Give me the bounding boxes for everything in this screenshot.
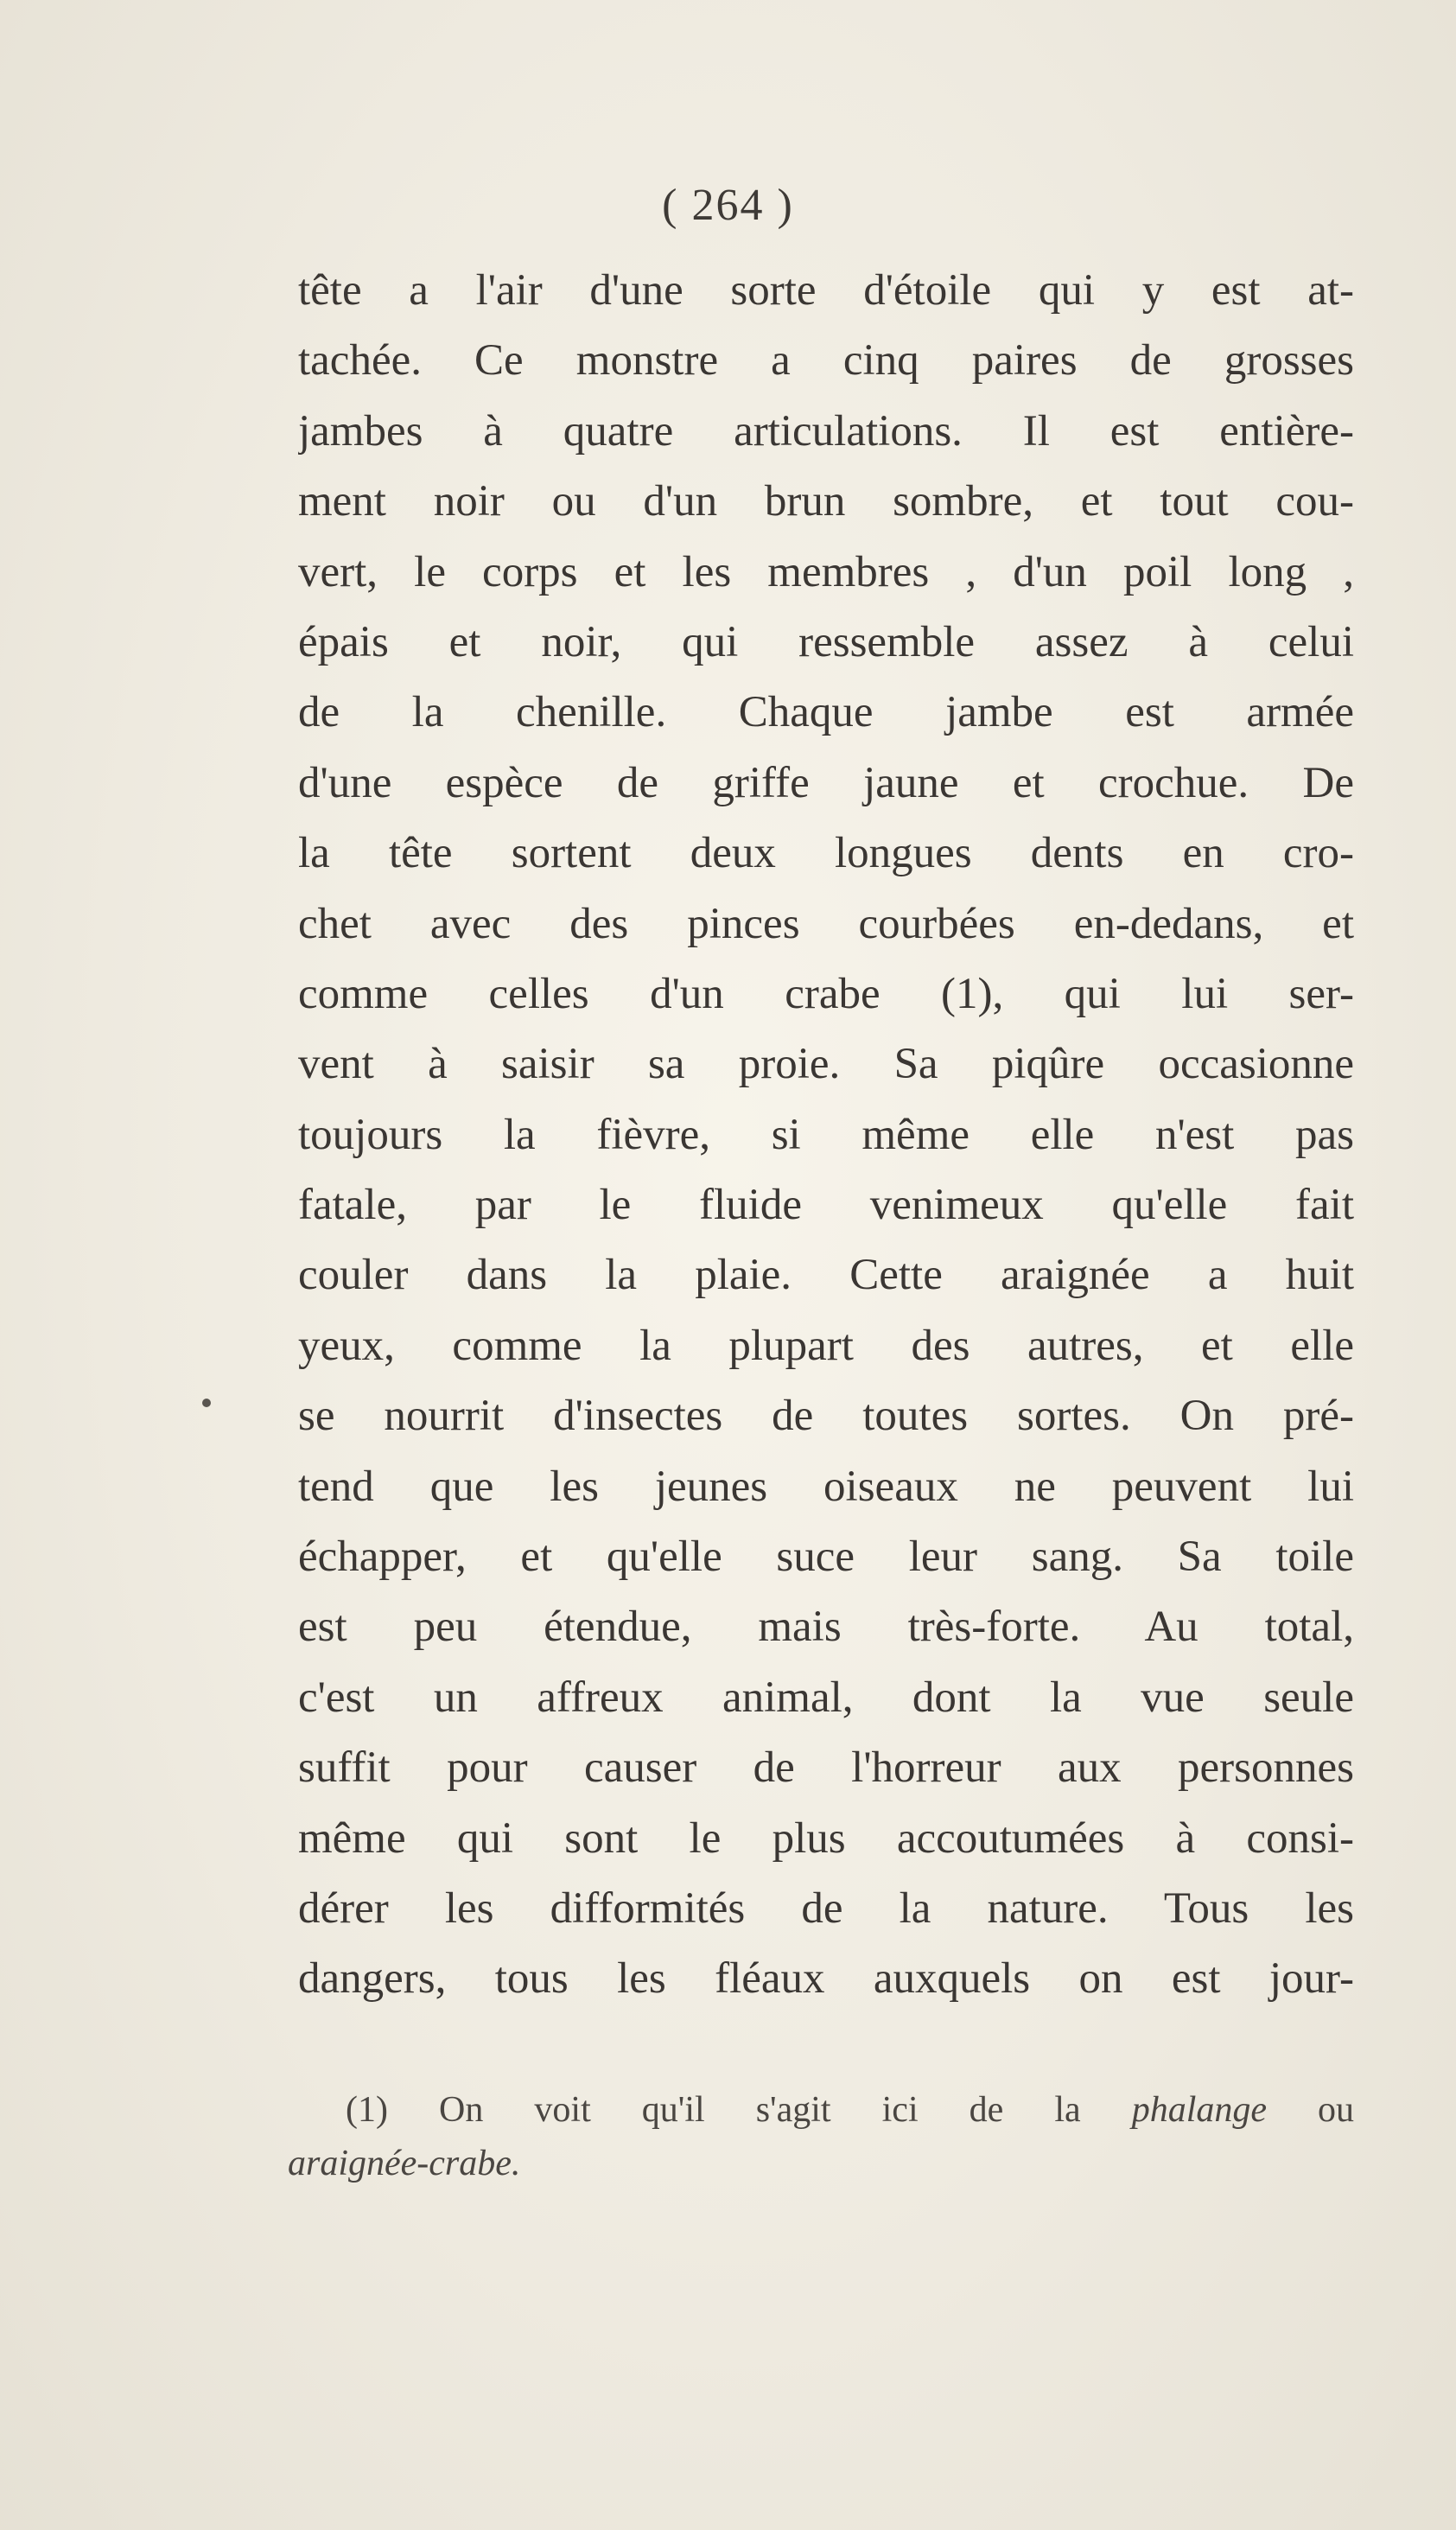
- page-number: ( 264 ): [662, 181, 794, 230]
- text-line: est peu étendue, mais très-forte. Au total,: [298, 1603, 1354, 1652]
- footnote-term: phalange: [1131, 2090, 1267, 2130]
- footnote-text: On voit qu'il s'agit ici de la: [439, 2090, 1081, 2130]
- body-text: [298, 256, 1354, 2015]
- text-line: échapper, et qu'elle suce leur sang. Sa toile: [298, 1533, 1354, 1582]
- text-line: épais et noir, qui ressemble assez à celui: [298, 617, 1354, 666]
- footnote-connector: ou: [1318, 2090, 1354, 2130]
- text-line: dangers, tous les fléaux auxquels on est jour-: [298, 1954, 1354, 2004]
- text-line: suffit pour causer de l'horreur aux personnes: [298, 1743, 1354, 1793]
- footnote-marker: (1): [346, 2090, 388, 2130]
- text-line: couler dans la plaie. Cette araignée a huit: [298, 1251, 1354, 1300]
- footnote: [288, 2083, 1354, 2190]
- paper-speck: [202, 1399, 211, 1407]
- text-line: tend que les jeunes oiseaux ne peuvent lui: [298, 1462, 1354, 1511]
- text-line: chet avec des pinces courbées en-dedans, et: [298, 899, 1354, 948]
- text-line: de la chenille. Chaque jambe est armée: [298, 688, 1354, 737]
- text-line: comme celles d'un crabe (1), qui lui ser-: [298, 969, 1354, 1018]
- text-line: dérer les difformités de la nature. Tous les: [298, 1883, 1354, 1933]
- text-line: tachée. Ce monstre a cinq paires de grosses: [298, 336, 1354, 386]
- text-line: fatale, par le fluide venimeux qu'elle fait: [298, 1181, 1354, 1230]
- text-line: même qui sont le plus accoutumées à consi-: [298, 1813, 1354, 1863]
- text-line: c'est un affreux animal, dont la vue seule: [298, 1673, 1354, 1722]
- text-line: yeux, comme la plupart des autres, et elle: [298, 1321, 1354, 1370]
- text-line: vert, le corps et les membres , d'un poil long ,: [298, 547, 1354, 596]
- footnote-term: araignée-crabe.: [288, 2144, 521, 2183]
- text-line: ment noir ou d'un brun sombre, et tout cou-: [298, 477, 1354, 526]
- footnote-line: [298, 2083, 1354, 2137]
- text-line: toujours la fièvre, si même elle n'est pas: [298, 1110, 1354, 1159]
- text-line: tête a l'air d'une sorte d'étoile qui y est at-: [298, 266, 1354, 315]
- text-line: jambes à quatre articulations. Il est entière-: [298, 406, 1354, 456]
- text-line: la tête sortent deux longues dents en cro-: [298, 829, 1354, 878]
- text-line: d'une espèce de griffe jaune et crochue. De: [298, 758, 1354, 807]
- text-line: se nourrit d'insectes de toutes sortes. On pré-: [298, 1392, 1354, 1441]
- text-line: vent à saisir sa proie. Sa piqûre occasionne: [298, 1040, 1354, 1089]
